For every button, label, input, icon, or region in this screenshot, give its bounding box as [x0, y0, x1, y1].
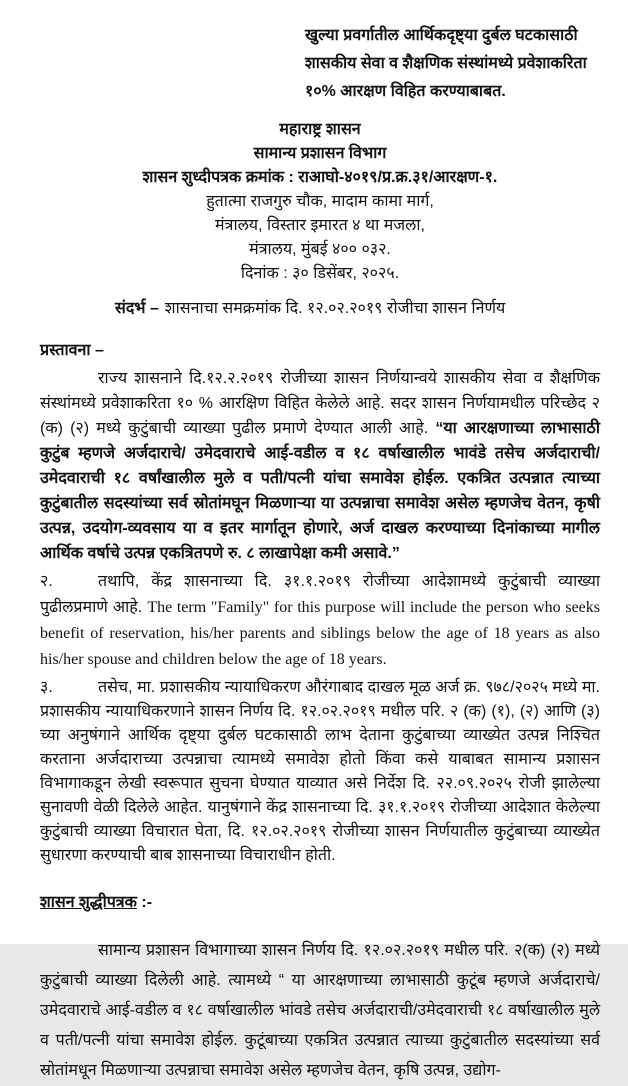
subject-block [305, 22, 601, 106]
paragraph-3 [40, 676, 600, 868]
corrigendum-heading [40, 890, 600, 912]
subject-line-2: शासकीय सेवा व शैक्षणिक संस्थांमध्ये प्रवेशाकरिता [305, 55, 587, 72]
address-line-3: मंत्रालय, मुंबई ४०० ०३२. [249, 241, 391, 258]
preamble-heading: प्रस्तावना – [40, 342, 104, 359]
department-title: सामान्य प्रशासन विभाग [253, 145, 387, 162]
reference-label: संदर्भ – [115, 300, 159, 317]
paragraph-2 [40, 569, 600, 673]
reference-text: शासनाचा समक्रमांक दि. १२.०२.२०१९ रोजीचा शासन निर्णय [164, 300, 506, 317]
paragraph-1-bold-quote: “या आरक्षणाच्या लाभासाठी कुटुंब म्हणजे अर्जदाराचे/ उमेदवाराचे आई-वडील व १८ वर्षाखालील भावंडे तसेच अर्जदाराची/ उमेदवाराची १८ वर्षांखालील मुले व पती/पत्नी यांचा समावेश होईल. एकत्रित उत्पन्नात त्याच्या कुटुंबातील सदस्यांच्या सर्व स्रोतांमघून मिळणाऱ्या या उत्पन्नाचा समावेश असेल म्हणजेच वेतन, कृषी उत्पन्न, उदयोग-व्यवसाय या व इतर मार्गातून होणारे, अर्ज दाखल करण्याच्या दिनांकाच्या मागील आर्थिक वर्षाचे उत्पन्न एकत्रितपणे रु. ८ लाखापेक्षा कमी असावे.” [40, 420, 600, 562]
paragraph-2-number: २. [40, 573, 53, 590]
paragraph-1 [40, 366, 600, 566]
corrigendum-number: शासन शुध्दीपत्रक क्रमांक : राआघो-४०१९/प्र.क्र.३१/आरक्षण-१. [142, 169, 498, 186]
address-line-2: मंत्रालय, विस्तार इमारत ४ था मजला, [215, 217, 425, 234]
address-line-1: हुतात्मा राजगुरु चौक, मादाम कामा मार्ग, [206, 193, 434, 210]
subject-line-1: खुल्या प्रवर्गातील आर्थिकदृष्ट्या दुर्बल घटकासाठी [305, 27, 578, 44]
corrigendum-heading-suffix: :- [141, 894, 153, 911]
paragraph-1-normal: राज्य शासनाने दि.१२.२.२०१९ रोजीच्या शासन निर्णयान्वये शासकीय सेवा व शैक्षणिक संस्थांमध्ये प्रवेशाकरिता १० % आरक्षिण विहित केलेले आहे. सदर शासन निर्णयामधील परिच्छेद २ (क) (२) मध्ये कुटुंबाची व्याख्या पुढील प्रमाणे देण्यात आली आहे. [40, 370, 600, 437]
paragraph-3-number: ३. [40, 679, 53, 696]
date-line: दिनांक : ३० डिसेंबर, २०२५. [240, 265, 400, 282]
corrigendum-heading-text: शासन शुद्धीपत्रक [40, 894, 137, 911]
subject-line-3: १०% आरक्षण विहित करण्याबाबत. [305, 83, 506, 100]
government-title: महाराष्ट्र शासन [279, 121, 361, 138]
paragraph-2-marathi: तथापि, केंद्र शासनाच्या दि. ३१.१.२०१९ रोजीच्या आदेशामध्ये कुटुंबाची व्याख्या पुढीलप्रमाणे आहे. [40, 573, 600, 616]
paragraph-4 [40, 936, 600, 1086]
reference-line [40, 298, 600, 320]
letterhead [40, 118, 600, 286]
paragraph-4-text: सामान्य प्रशासन विभागाच्या शासन निर्णय दि. १२.०२.२०१९ मधील परि. २(क) (२) मध्ये कुटुंबाची व्याख्या दिलेली आहे. त्यामध्ये “ या आरक्षणाच्या लाभासाठी कुटूंब म्हणजे अर्जदाराचे/उमेदवाराचे आई-वडील व १८ वर्षाखालील भांवडे तसेच अर्जदाराची/उमेदवाराची १८ वर्षाखालील मुले व पती/पत्नी यांचा समावेश होईल. कुटूंबाच्या एकत्रित उत्पन्नात त्याच्या कुटुंबातील सदस्यांच्या सर्व स्रोतांमधून मिळणाऱ्या उत्पन्नाचा समावेश असेल म्हणजेच वेतन, कृषि उत्पन्न, उद्योग- [40, 942, 600, 1079]
paragraph-2-english: The term "Family" for this purpose will include the person who seeks benefit of reservation, his/her parents and siblings below the age of 18 years as also his/her spouse and children below the age of 18 years. [40, 599, 600, 668]
paragraph-3-text: तसेच, मा. प्रशासकीय न्यायाधिकरण औरंगाबाद दाखल मूळ अर्ज क्र. ९७८/२०२५ मध्ये मा. प्रशासकीय न्यायाधिकरणाने शासन निर्णय दि. १२.०२.२०१९ मधील परि. २ (क) (१), (२) आणि (३) च्या अनुषंगाने आर्थिक दृष्ट्या दुर्बल घटकासाठी लाभ देताना कुटुंबाच्या व्याख्येत उत्पन्न निश्चित करताना अर्जदाराच्या उत्पन्नाचा त्यामध्ये समावेश होतो किंवा कसे याबाबत सामान्य प्रशासन विभागाकडून लेखी स्वरूपात सुचना घेण्यात याव्यात असे निर्देश दि. २२.०९.२०२५ रोजी झालेल्या सुनावणी वेळी दिलेले आहेत. यानुषंगाने केंद्र शासनाच्या दि. ३१.१.२०१९ रोजीच्या आदेशात केलेल्या कुटुंबाची व्याख्या विचारात घेता, दि. १२.०२.२०१९ रोजीच्या शासन निर्णयातील कुटुंबाच्या व्याख्येत सुधारणा करण्याची बाब शासनाच्या विचाराधीन होती. [40, 679, 600, 864]
